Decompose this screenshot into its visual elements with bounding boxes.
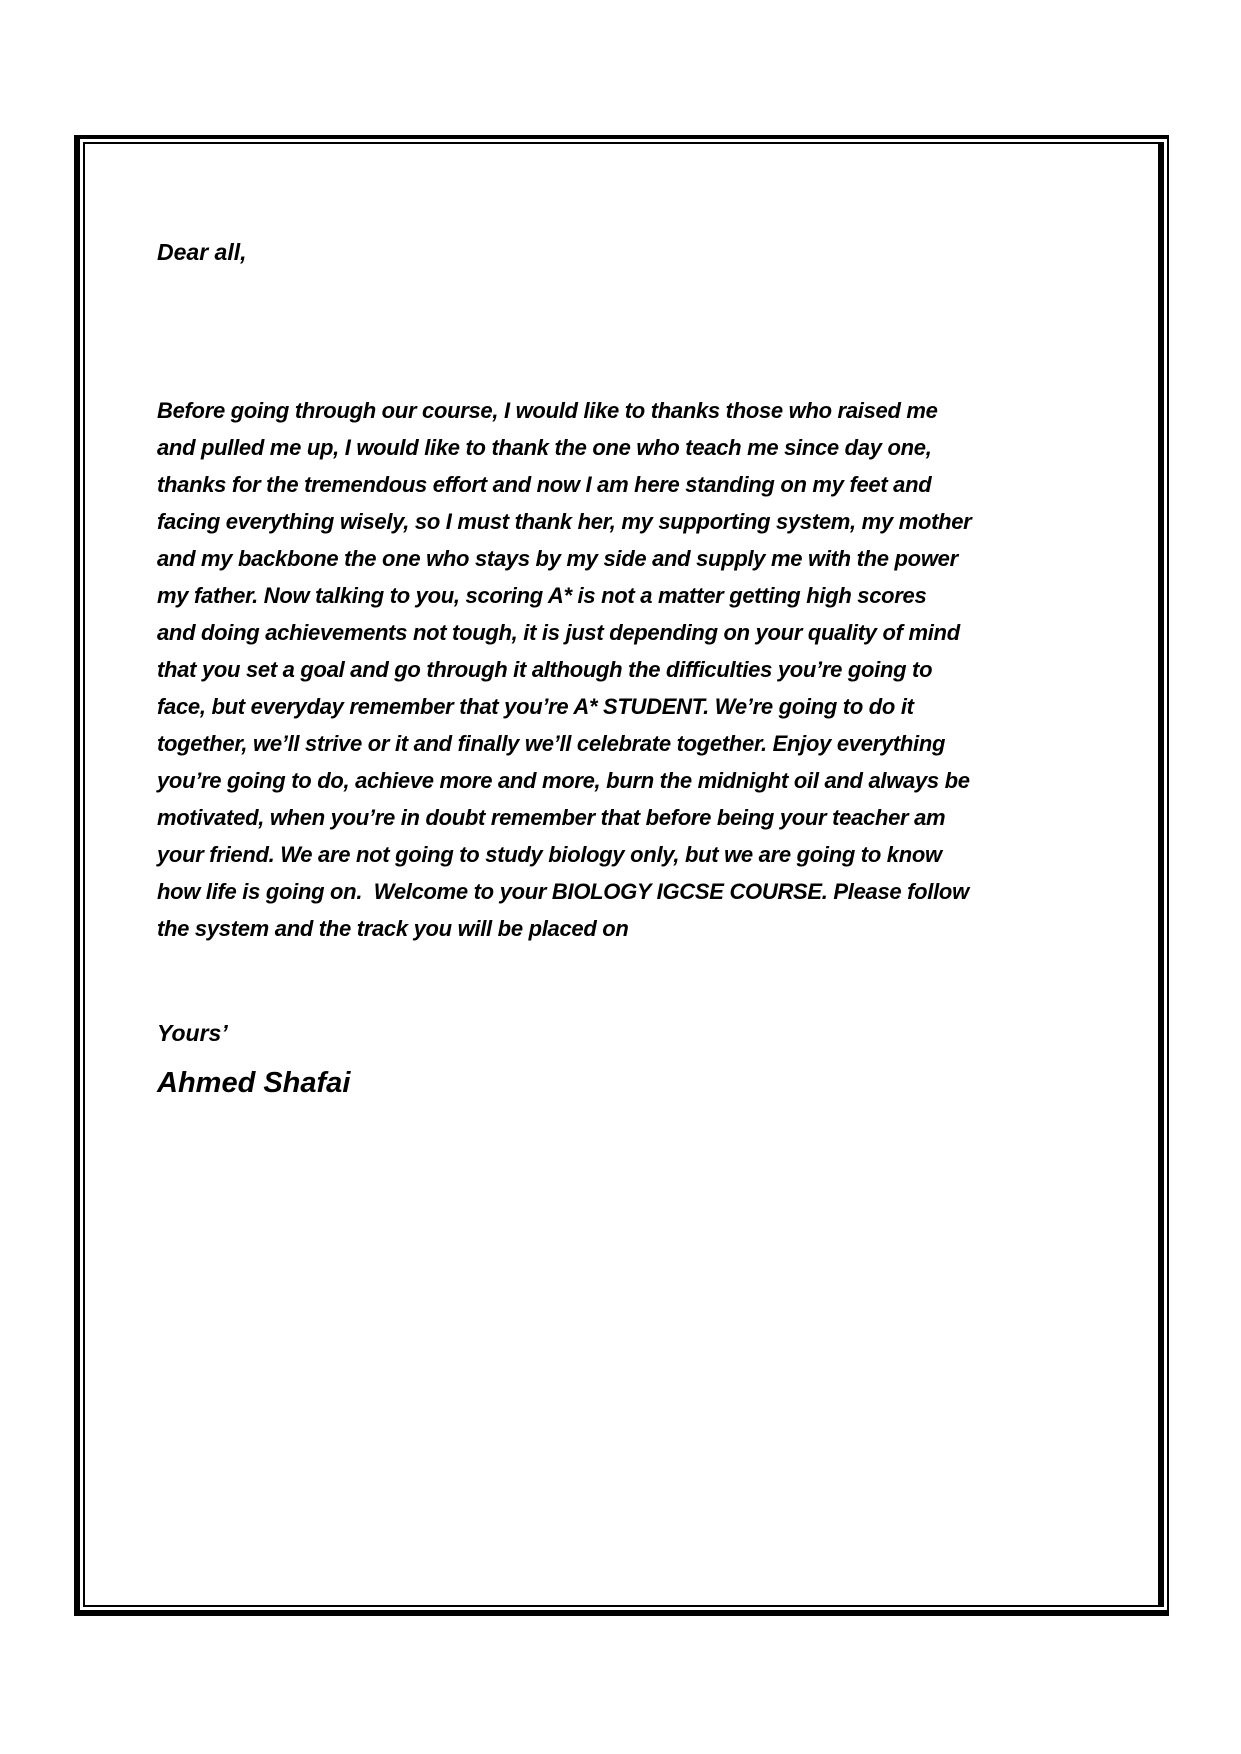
body-line: and doing achievements not tough, it is just depending on your quality of mind: [157, 620, 960, 645]
body-line: and pulled me up, I would like to thank the one who teach me since day one,: [157, 435, 932, 460]
body-line: the system and the track you will be placed on: [157, 916, 629, 941]
body-line: my father. Now talking to you, scoring A* is not a matter getting high scores: [157, 583, 927, 608]
body-line: how life is going on. Welcome to your BIOLOGY IGCSE COURSE. Please follow: [157, 879, 969, 904]
signature: Ahmed Shafai: [157, 1067, 351, 1099]
body-line: together, we’ll strive or it and finally we’ll celebrate together. Enjoy everything: [157, 731, 946, 756]
body-line: your friend. We are not going to study biology only, but we are going to know: [157, 842, 942, 867]
body-line: you’re going to do, achieve more and more, burn the midnight oil and always be: [157, 768, 970, 793]
body-line: motivated, when you’re in doubt remember that before being your teacher am: [157, 805, 946, 830]
body-line: face, but everyday remember that you’re A* STUDENT. We’re going to do it: [157, 694, 914, 719]
body-line: thanks for the tremendous effort and now I am here standing on my feet and: [157, 472, 932, 497]
page-border-inner: [83, 142, 1164, 1607]
letter-body: [157, 392, 1118, 947]
page-border-outer: [74, 135, 1169, 1616]
body-line: Before going through our course, I would like to thanks those who raised me: [157, 398, 938, 423]
body-line: facing everything wisely, so I must thank her, my supporting system, my mother: [157, 509, 972, 534]
closing: Yours’: [157, 1020, 228, 1046]
body-line: that you set a goal and go through it although the difficulties you’re going to: [157, 657, 933, 682]
body-line: and my backbone the one who stays by my side and supply me with the power: [157, 546, 958, 571]
salutation: Dear all,: [157, 239, 247, 265]
letter-content: [85, 144, 1158, 1104]
